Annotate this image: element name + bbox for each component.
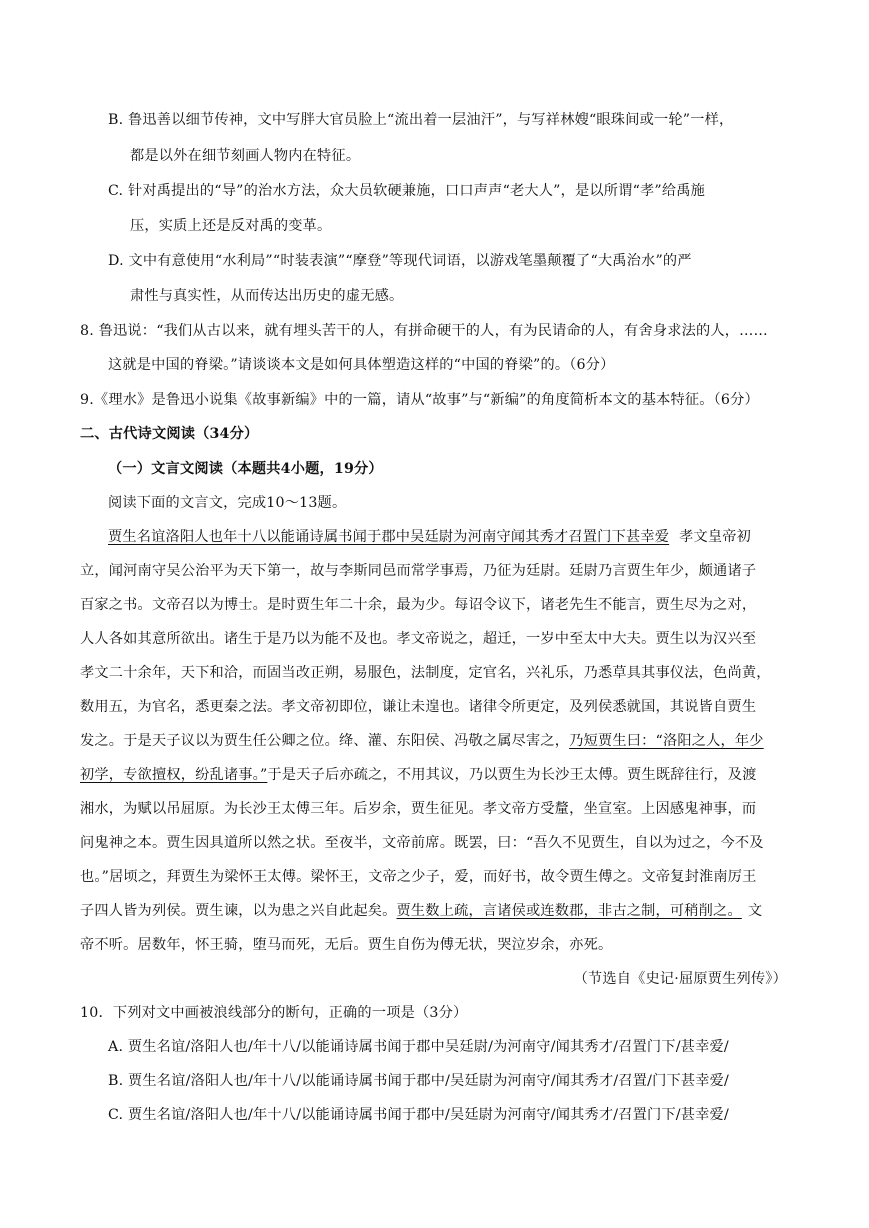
passage-text: 孝文皇帝初: [679, 529, 752, 545]
section-2-subtitle: （一）文言文阅读（本题共4小题，19分）: [108, 461, 383, 477]
option-c-line2: 压，实质上还是反对禹的变革。: [130, 218, 332, 234]
question-10-option-b: B. 贾生名谊/洛阳人也/年十八/以能诵诗属书闻于郡中/吴廷尉为河南守/闻其秀才/召置/门下甚幸爱/: [108, 1073, 730, 1089]
passage-line-8: [80, 765, 757, 785]
passage-line-11: 也。”居顷之，拜贾生为梁怀王太傅。梁怀王，文帝之少子，爱，而好书，故令贾生傅之。文帝复封淮南厉王: [80, 869, 757, 885]
underlined-sentence: 乃短贾生曰：“洛阳之人，年少: [569, 733, 764, 749]
section-2-title: 二、古代诗文阅读（34分）: [80, 426, 259, 442]
passage-text: 文: [747, 903, 763, 919]
passage-text: 于是天子后亦疏之，不用其议，乃以贾生为长沙王太傅。贾生既辞往行，及渡: [267, 767, 757, 783]
option-d-line1: D. 文中有意使用“水利局”“时装表演”“摩登”等现代词语，以游戏笔墨颠覆了“大禹治水”的严: [108, 253, 692, 269]
question-10-stem: 10．下列对文中画被浪线部分的断句，正确的一项是（3分）: [80, 1005, 468, 1021]
passage-text: 子四人皆为列侯。贾生谏，以为患之兴自此起矣。: [80, 903, 397, 919]
passage-line-1: [108, 527, 751, 547]
option-c-line1: C. 针对禹提出的“导”的治水方法，众大员软硬兼施，口口声声“老大人”，是以所谓“孝”给禹施: [108, 183, 706, 199]
question-8-line2: 这就是中国的脊梁。”请谈谈本文是如何具体塑造这样的“中国的脊梁”的。（6分）: [108, 357, 615, 373]
question-10-option-c: C. 贾生名谊/洛阳人也/年十八/以能诵诗属书闻于郡中/吴廷尉为河南守/闻其秀才/召置门下/甚幸爱/: [108, 1107, 729, 1123]
underlined-sentence: 贾生数上疏，言诸侯或连数郡，非古之制，可稍削之。: [396, 903, 742, 919]
option-d-line2: 肃性与真实性，从而传达出历史的虚无感。: [130, 288, 404, 304]
question-9: 9.《理水》是鲁迅小说集《故事新编》中的一篇，请从“故事”与“新编”的角度简析本文的基本特征。（6分）: [80, 392, 759, 408]
question-8-line1: 8. 鲁迅说：“我们从古以来，就有埋头苦干的人，有拼命硬干的人，有为民请命的人，有舍身求法的人，……: [80, 323, 768, 339]
passage-line-6: 数用五，为官名，悉更秦之法。孝文帝初即位，谦让未遑也。诸律令所更定，及列侯悉就国，其说皆自贾生: [80, 699, 757, 715]
question-10-option-a: A. 贾生名谊/洛阳人也/年十八/以能诵诗属书闻于郡中吴廷尉/为河南守/闻其秀才/召置门下/甚幸爱/: [108, 1039, 729, 1055]
passage-line-2: 立，闻河南守吴公治平为天下第一，故与李斯同邑而常学事焉，乃征为廷尉。廷尉乃言贾生年少，颇通诸子: [80, 563, 757, 579]
option-b-line2: 都是以外在细节刻画人物内在特征。: [130, 148, 361, 164]
passage-text: 发之。于是天子议以为贾生任公卿之位。绛、灌、东阳侯、冯敬之属尽害之，: [80, 733, 570, 749]
underlined-sentence: 初学，专欲擅权，纷乱诸事。”: [80, 767, 268, 783]
passage-line-13: 帝不听。居数年，怀王骑，堕马而死，无后。贾生自伤为傅无状，哭泣岁余，亦死。: [80, 937, 613, 953]
option-b-line1: B. 鲁迅善以细节传神，文中写胖大官员脸上“流出着一层油汗”，与写祥林嫂“眼珠间或一轮”一样，: [108, 112, 734, 128]
passage-line-7: [80, 731, 764, 751]
wavy-underlined-text: 贾生名谊洛阳人也年十八以能诵诗属书闻于郡中吴廷尉为河南守闻其秀才召置门下甚幸爱: [108, 529, 670, 545]
passage-line-9: 湘水，为赋以吊屈原。为长沙王太傅三年。后岁余，贾生征见。孝文帝方受釐，坐宣室。上因感鬼神事，而: [80, 801, 757, 817]
passage-line-3: 百家之书。文帝召以为博士。是时贾生年二十余，最为少。每诏令议下，诸老先生不能言，贾生尽为之对，: [80, 597, 757, 613]
passage-line-12: [80, 901, 762, 921]
passage-line-10: 问鬼神之本。贾生因具道所以然之状。至夜半，文帝前席。既罢，曰：“吾久不见贾生，自以为过之，今不及: [80, 835, 764, 851]
passage-source: （节选自《史记·屈原贾生列传》）: [573, 971, 787, 987]
section-2-intro: 阅读下面的文言文，完成10～13题。: [108, 495, 347, 511]
passage-line-4: 人人各如其意所欲出。诸生于是乃以为能不及也。孝文帝说之，超迁，一岁中至太中大夫。贾生以为汉兴至: [80, 631, 757, 647]
passage-line-5: 孝文二十余年，天下和洽，而固当改正朔，易服色，法制度，定官名，兴礼乐，乃悉草具其事仪法，色尚黄，: [80, 665, 771, 681]
